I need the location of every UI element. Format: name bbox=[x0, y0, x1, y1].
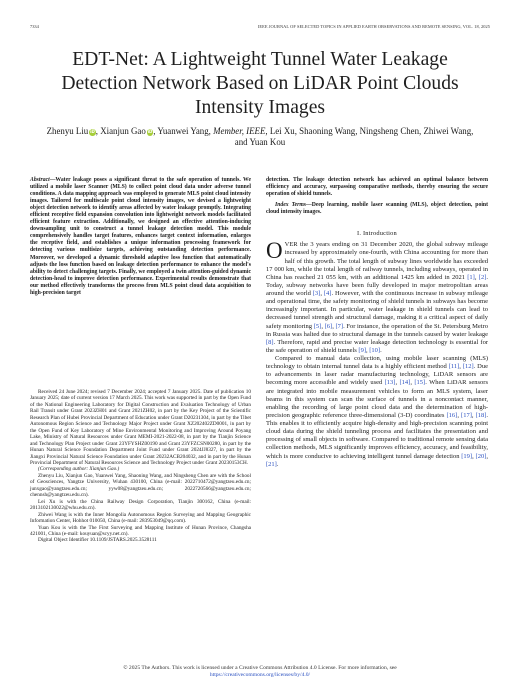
running-header bbox=[30, 24, 490, 34]
abstract-continuation: detection. The leakage detection network has achieved an optimal balance between efficiency and accuracy, surpassing comparative methods, thereby ensuring the secure operation of shield tunnels. bbox=[266, 177, 488, 198]
citation-link[interactable]: [21] bbox=[266, 460, 277, 468]
index-terms-label: Index Terms bbox=[275, 202, 306, 209]
abstract-text: —Water leakage poses a significant threat to the safe operation of tunnels. We utilized a mobile laser Scanner (MLS) to collect point cloud data under adverse tunnel conditions. A data mapping approach was employed to generate MLS point cloud intensity images. Tailored for multiscale point cloud intensity images, we devised a lightweight object detection network to identify areas affected by water leakage promptly. Integrating efficient receptive field expansion convolution into lightweight network models facilitated efficient feature extraction. Additionally, we designed an effective attention-inducing downsampling unit to construct a tunnel leakage detection model. This module comprehensively handles target features, enhances target context information, enlarges the receptive field, and establishes a unique information processing framework for detecting various multisize targets, achieving outstanding detection performance. Moreover, we developed a dynamic threshold adaptive loss function that automatically adjusts the loss function based on leakage detection performance to enhance the model's ability to detect challenging targets. Finally, we employed a twin attention-guided dynamic detection-head to improve detection performance. Experimental results demonstrate that our method effectively transforms the process from MLS point cloud data acquisition to high-precision target bbox=[30, 177, 251, 296]
orcid-icon[interactable]: iD bbox=[147, 129, 153, 134]
citation-link[interactable]: [1] bbox=[467, 273, 475, 281]
abstract bbox=[30, 177, 251, 297]
citation-link[interactable]: [14] bbox=[399, 379, 411, 387]
paper-title: EDT-Net: A Lightweight Tunnel Water Leakage Detection Network Based on LiDAR Point Clouds Intensity Images bbox=[61, 49, 459, 118]
drop-cap: O bbox=[266, 238, 283, 264]
citation-link[interactable]: [4] bbox=[323, 290, 332, 298]
citation-link[interactable]: [19] bbox=[461, 452, 473, 460]
intro-paragraph-1: OVER the 3 years ending on 31 December 2020, the global subway mileage increased by approximately one-fourth, with China accounting for more than half of this growth. The total length of subway lines worldwide has exceeded 17 000 km, while the total length of railway tunnels, including subways, operated in China has reached 21 055 km, with an additional 1425 km added in 2021 [1], [2]. Today, subway networks have been fully developed in major metropolitan areas around the world [3], [4]. However, with the continuous increase in subway mileage and operational time, the safety monitoring of shield tunnels in subways has become increasingly important. In particular, water leakage in shield tunnels can lead to decreased tunnel strength and structural damage, making it a critical aspect of daily safety monitoring [5], [6], [7]. For instance, the operation of the St. Petersburg Metro in Russia was halted due to structural damage in the tunnels caused by water leakage [8]. Therefore, rapid and precise water leakage detection technology is essential for the safe operation of shield tunnels [9], [10]. bbox=[266, 238, 489, 354]
citation-link[interactable]: [3] bbox=[312, 290, 321, 298]
citation-link[interactable]: [18] bbox=[475, 411, 487, 419]
author-name: Zhenyu Liu bbox=[46, 126, 89, 136]
page-number: 7334 bbox=[30, 24, 39, 29]
abstract-label: Abstract bbox=[30, 177, 50, 183]
author-name: , Xianjun Gao bbox=[95, 126, 146, 136]
footnote-affiliation: Yuan Kou is with the The First Surveying and Mapping Institute of Hunan Province, Changsha 421001, China (e-mail: kouyuan@scyy.net.cn). bbox=[30, 524, 251, 537]
copyright-notice bbox=[40, 665, 480, 679]
citation-link[interactable]: [13] bbox=[384, 379, 396, 387]
citation-link[interactable]: [20] bbox=[475, 452, 487, 460]
author-names-rest: , Lei Xu, Shaoning Wang, Ningsheng Chen, Zhiwei Wang, and Yuan Kou bbox=[234, 126, 474, 148]
journal-name: IEEE JOURNAL OF SELECTED TOPICS IN APPLIED EARTH OBSERVATIONS AND REMOTE SENSING, VOL. 18, 2025 bbox=[257, 24, 490, 29]
orcid-icon[interactable]: iD bbox=[90, 129, 95, 134]
introduction-body bbox=[266, 238, 489, 469]
membership-grade: Member, IEEE bbox=[213, 126, 266, 136]
citation-link[interactable]: [8] bbox=[266, 338, 274, 346]
citation-link[interactable]: [12] bbox=[462, 363, 474, 371]
footnote-affiliation: Zhiwei Wang is with the Inner Mongolia Autonomous Region Surveying and Mapping Geographic Information Center, Hohhot 010050, China (e-mail: 283953049@qq.com). bbox=[30, 511, 251, 525]
footnote-affiliation: Lei Xu is with the China Railway Design Corporation, Tianjin 300162, China (e-mail: 2013102130022@whu.edu.cn). bbox=[30, 498, 251, 512]
citation-link[interactable]: [16] bbox=[446, 411, 458, 419]
citation-link[interactable]: [10] bbox=[369, 346, 381, 354]
author-list bbox=[40, 126, 480, 149]
section-heading-introduction: I. Introduction bbox=[357, 230, 397, 238]
author-name: , Yuanwei Yang, bbox=[153, 126, 214, 136]
license-link[interactable]: https://creativecommons.org/licenses/by/4.0/ bbox=[209, 672, 311, 679]
index-terms-text: —Deep learning, mobile laser scanning (MLS), object detection, point cloud intensity images. bbox=[266, 202, 488, 216]
footnote-received-funding: Received 24 June 2024; revised 7 December 2024; accepted 7 January 2025. Date of publication 10 January 2025; date of current version 17 March 2025. This work was supported in part by the Open Fund of the National Engineering Laboratory for Digital Construction and Evaluation Technology of Urban Rail Transit under Grant 2023ZH01 and Grant 2021ZH02, in part by the Key Project of the Scientific Research Plan of Hubei Provincial Department of Education under Grant D20231304, in part by the Tibet Autonomous Region Science and Technology Major Project under Grant XZ202402ZD0001, in part by the Open Fund of Key Laboratory of Mine Environmental Monitoring and Improving Around Poyang Lake, Ministry of Natural Resources under Grant MEMI-2021-2022-08, in part by the Tianjin Science and Technology Plan Project under Grant 23YFYSHZ00190 and Grant 23YFZCSN00280, in part by the Hunan Natural Science Foundation Department Joint Fund under Grant 2024JJ8327, in part by the Jiangxi Provincial Natural Science Foundation under Grant 20232ACB204032, and in part by the Hunan Provincial Department of Natural Resources Science and Technology Project under Grant 20230153CH. bbox=[30, 389, 251, 466]
citation-link[interactable]: [11] bbox=[448, 363, 460, 371]
citation-link[interactable]: [5] bbox=[313, 322, 322, 330]
license-statement: © 2025 The Authors. This work is licensed under a Creative Commons Attribution 4.0 License. For more information, see bbox=[123, 665, 397, 671]
index-terms bbox=[266, 202, 488, 216]
intro-paragraph-2: Compared to manual data collection, using mobile laser scanning (MLS) technology to obtain internal tunnel data is a highly efficient method [11], [12]. Due to advancements in laser radar manufacturing technology, LiDAR sensors are becoming more accessible and widely used [13], [14], [15]. When LiDAR sensors are integrated into mobile measurement vehicles to form an MLS system, laser beams in this system can scan the surface of tunnels in a noncontact manner, enabling the recording of large point cloud data and the determination of high-precision geographic reference three-dimensional (3-D) coordinates [16], [17], [18]. This enables it to efficiently acquire high-density and high-precision scanning point cloud data during the shield tunneling process and facilitates the presentation and processing of small objects in software. Compared to traditional remote sensing data collection methods, MLS significantly improves efficiency, accuracy, and feasibility, which is more conducive to achieving intelligent tunnel damage detection [19], [20], [21]. bbox=[266, 355, 489, 468]
right-column bbox=[266, 177, 488, 469]
citation-link[interactable]: [2] bbox=[478, 273, 487, 281]
footnote-block bbox=[30, 389, 251, 544]
footnote-affiliation: Zhenyu Liu, Xianjun Gao, Yuanwei Yang, Shaoning Wang, and Ningsheng Chen are with the School of Geosciences, Yangtze University, Wuhan 430100, China (e-mail: 2022710472@yangtzeu.edu.cn; junxgao@yangtzeu.edu.cn; yyw08@yangtzeu.edu.cn; 2022720566@yangtzeu.edu.cn; chennsh@yangtzeu.edu.cn). bbox=[30, 472, 251, 499]
citation-link[interactable]: [17] bbox=[461, 411, 472, 419]
citation-link[interactable]: [7] bbox=[335, 322, 344, 330]
footnote-doi: Digital Object Identifier 10.1109/JSTARS.2025.3528111 bbox=[38, 537, 157, 544]
left-column bbox=[30, 177, 251, 297]
citation-link[interactable]: [6] bbox=[324, 322, 333, 330]
citation-link[interactable]: [9] bbox=[358, 346, 367, 354]
footnote-corresponding-author: (Corresponding author: Xianjun Gao.) bbox=[38, 466, 120, 473]
citation-link[interactable]: [15] bbox=[414, 379, 426, 387]
